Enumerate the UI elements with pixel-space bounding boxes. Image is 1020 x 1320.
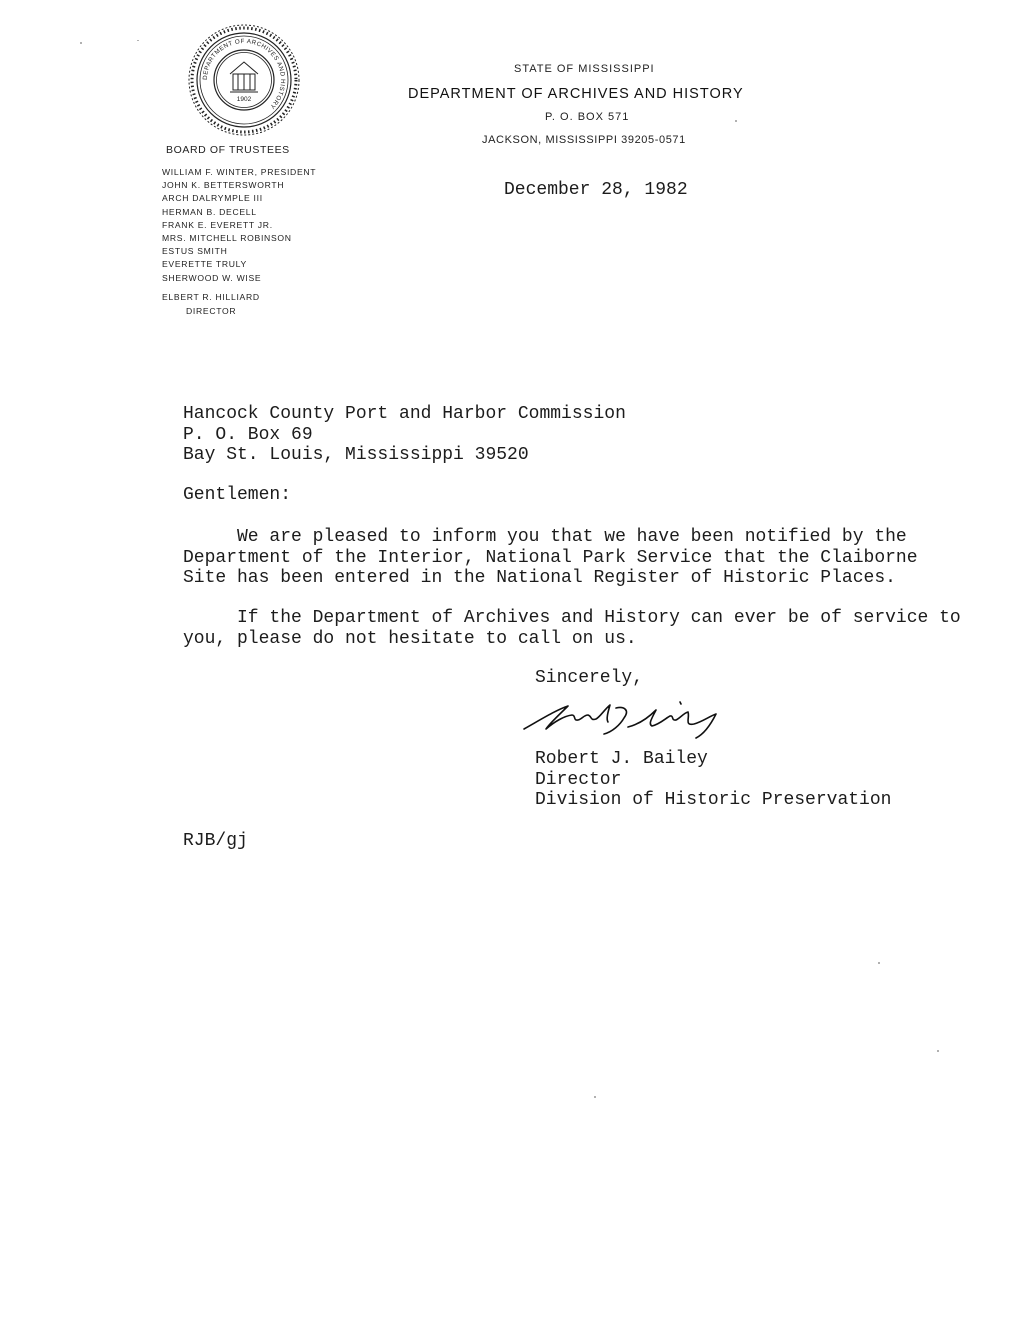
closing: Sincerely, — [535, 668, 644, 688]
signer-title: Director — [535, 769, 622, 790]
recipient-address — [183, 404, 626, 466]
typist-reference: RJB/gj — [183, 831, 248, 851]
archives-director-title: DIRECTOR — [186, 306, 237, 316]
seal-year: 1902 — [236, 96, 252, 103]
recipient-line: P. O. Box 69 — [183, 424, 313, 445]
trustee: ARCH DALRYMPLE III — [162, 193, 263, 204]
letterhead-city: JACKSON, MISSISSIPPI 39205-0571 — [482, 134, 686, 146]
trustee: MRS. MITCHELL ROBINSON — [162, 233, 292, 244]
letter-date: December 28, 1982 — [504, 180, 688, 200]
trustee: SHERWOOD W. WISE — [162, 272, 262, 283]
letterhead-state: STATE OF MISSISSIPPI — [514, 63, 655, 75]
scan-speck — [735, 120, 737, 122]
recipient-line: Hancock County Port and Harbor Commission — [183, 404, 626, 424]
scan-speck — [594, 1096, 596, 1098]
archives-director-name: ELBERT R. HILLIARD — [162, 292, 260, 302]
signer-division: Division of Historic Preservation — [535, 790, 892, 810]
scan-speck — [137, 40, 139, 41]
body-paragraph-2: If the Department of Archives and History can ever be of service to you, please do not hesitate to call on us. — [183, 608, 961, 649]
seal-text: DEPARTMENT OF ARCHIVES AND HISTORY — [201, 37, 287, 111]
trustee: FRANK E. EVERETT JR. — [162, 219, 273, 230]
trustee-list — [162, 166, 316, 285]
trustee: EVERETTE TRULY — [162, 259, 247, 270]
trustee: JOHN K. BETTERSWORTH — [162, 180, 285, 191]
signer-name: Robert J. Bailey — [535, 749, 708, 769]
signer-block — [535, 749, 891, 811]
scan-speck — [937, 1050, 939, 1052]
scan-speck — [878, 962, 880, 964]
scan-speck — [80, 42, 82, 44]
letterhead-department: DEPARTMENT OF ARCHIVES AND HISTORY — [408, 86, 744, 102]
trustee: WILLIAM F. WINTER, PRESIDENT — [162, 167, 317, 177]
board-title: BOARD OF TRUSTEES — [166, 144, 290, 156]
letterhead-po-box: P. O. BOX 571 — [545, 111, 630, 123]
trustee: HERMAN B. DECELL — [162, 206, 257, 217]
recipient-line: Bay St. Louis, Mississippi 39520 — [183, 445, 529, 465]
body-paragraph-1: We are pleased to inform you that we have been notified by the Department of the Interior, National Park Service that the Claiborne Site has been entered in the National Register of Historic Places. — [183, 527, 918, 588]
signature — [520, 696, 730, 744]
salutation: Gentlemen: — [183, 485, 292, 505]
state-seal-icon — [186, 22, 302, 138]
trustee: ESTUS SMITH — [162, 246, 228, 257]
